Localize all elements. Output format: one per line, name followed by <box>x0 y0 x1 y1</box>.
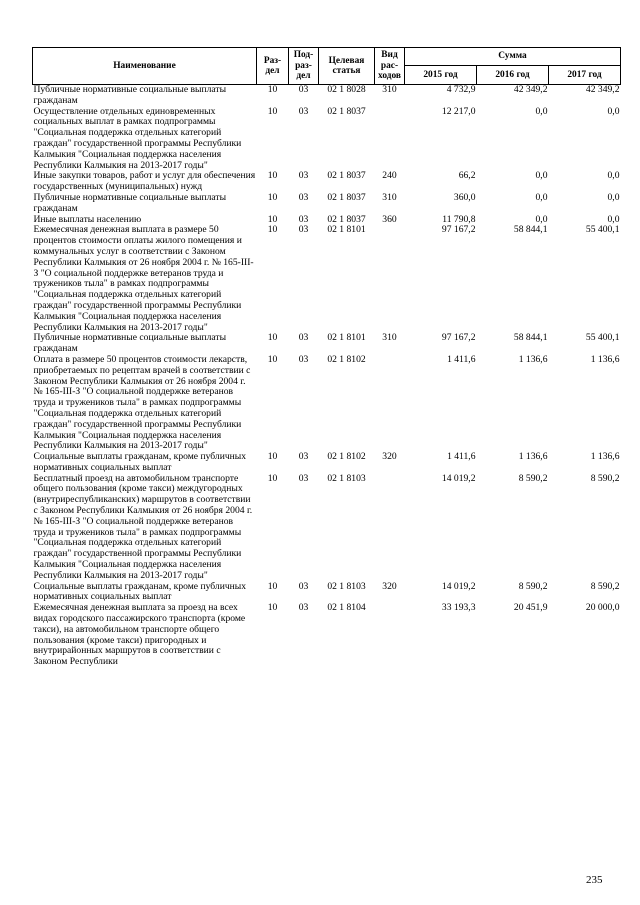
row-name: Оплата в размере 50 процентов стоимости лекарств, приобретаемых по рецептам врачей в соответствии с Законом Республики Калмыкия от 26 ноября 2004 г. № 165-III-З "О социальной поддержке ветеранов труда и тружеников тыла" в рамках подпрограммы "Социальная поддержка отдельных категорий граждан" государственной программы Республики Калмыкия "Социальная поддержка населения Республики Калмыкия на 2013-2017 годы" <box>33 353 251 452</box>
row-target: 02 1 8101 <box>327 224 366 236</box>
row-sum-2017: 0,0 <box>607 213 620 225</box>
row-expense-type <box>375 107 405 172</box>
header-expense-type: Вид рас- ходов <box>375 48 405 85</box>
budget-table <box>32 47 621 668</box>
row-subsection: 03 <box>298 170 309 182</box>
row-sum-2015: 12 217,0 <box>441 105 476 117</box>
row-section: 10 <box>267 472 278 484</box>
row-sum-2015: 33 193,3 <box>441 602 476 614</box>
row-expense-type: 310 <box>382 84 397 95</box>
row-target: 02 1 8102 <box>327 451 366 463</box>
row-subsection: 03 <box>298 332 309 344</box>
row-subsection: 03 <box>298 84 309 95</box>
row-name: Иные выплаты населению <box>33 213 142 225</box>
page-number: 235 <box>586 874 603 886</box>
budget-document <box>32 47 620 668</box>
header-sum: Сумма <box>405 48 621 66</box>
row-target: 02 1 8037 <box>327 191 366 203</box>
row-expense-type: 320 <box>382 580 397 592</box>
row-sum-2016: 42 349,2 <box>513 84 548 95</box>
row-subsection: 03 <box>298 105 309 117</box>
table-row <box>33 582 621 604</box>
table-row <box>33 474 621 582</box>
table-row <box>33 355 621 452</box>
row-sum-2016: 0,0 <box>535 213 548 225</box>
table-row <box>33 85 621 107</box>
row-sum-2016: 58 844,1 <box>513 332 548 344</box>
row-sum-2016: 8 590,2 <box>518 472 548 484</box>
row-expense-type <box>375 603 405 668</box>
row-sum-2016: 0,0 <box>535 191 548 203</box>
row-name: Социальные выплаты гражданам, кроме публичных нормативных социальных выплат <box>33 580 247 603</box>
row-section: 10 <box>267 170 278 182</box>
table-row <box>33 107 621 172</box>
row-target: 02 1 8102 <box>327 353 366 365</box>
table-row <box>33 193 621 215</box>
row-sum-2016: 1 136,6 <box>518 451 548 463</box>
header-year-2016: 2016 год <box>477 66 549 85</box>
row-name: Иные закупки товаров, работ и услуг для обеспечения государственных (муниципальных) нужд <box>33 170 256 193</box>
table-row <box>33 225 621 333</box>
row-sum-2017: 1 136,6 <box>590 451 620 463</box>
row-sum-2017: 55 400,1 <box>585 332 620 344</box>
table-row <box>33 333 621 355</box>
row-sum-2015: 1 411,6 <box>447 353 476 365</box>
header-target: Целевая статья <box>319 48 375 85</box>
row-section: 10 <box>267 332 278 344</box>
row-target: 02 1 8103 <box>327 580 366 592</box>
row-sum-2016: 58 844,1 <box>513 224 548 236</box>
row-sum-2015: 66,2 <box>458 170 476 182</box>
row-target: 02 1 8037 <box>327 170 366 182</box>
row-expense-type: 240 <box>382 170 397 182</box>
row-sum-2015: 1 411,6 <box>447 451 476 463</box>
header-year-2017: 2017 год <box>549 66 621 85</box>
row-sum-2015: 4 732,9 <box>446 84 476 95</box>
row-target: 02 1 8104 <box>327 602 366 614</box>
row-target: 02 1 8101 <box>327 332 366 344</box>
row-name: Публичные нормативные социальные выплаты гражданам <box>33 191 227 214</box>
row-section: 10 <box>267 84 278 95</box>
row-sum-2016: 0,0 <box>535 105 548 117</box>
row-sum-2016: 0,0 <box>535 170 548 182</box>
row-expense-type: 360 <box>382 213 397 225</box>
row-sum-2015: 97 167,2 <box>441 224 476 236</box>
row-sum-2017: 1 136,6 <box>590 353 620 365</box>
row-target: 02 1 8037 <box>327 105 366 117</box>
row-subsection: 03 <box>298 224 309 236</box>
row-section: 10 <box>267 224 278 236</box>
row-sum-2016: 20 451,9 <box>513 602 548 614</box>
row-name: Публичные нормативные социальные выплаты гражданам <box>33 84 227 106</box>
row-sum-2017: 42 349,2 <box>585 84 620 95</box>
row-section: 10 <box>267 580 278 592</box>
row-sum-2015: 360,0 <box>453 191 476 203</box>
row-sum-2015: 14 019,2 <box>441 472 476 484</box>
row-sum-2017: 0,0 <box>607 105 620 117</box>
row-name: Ежемесячная денежная выплата в размере 50 процентов стоимости оплаты жилого помещения и коммунальных услуг в соответствии с Законом Республики Калмыкия от 26 ноября 2004 г. № 165-III-З "О социальной поддержке ветеранов труда и тружеников тыла" в рамках подпрограммы "Социальная поддержка отдельных категорий граждан" государственной программы Республики Калмыкия "Социальная поддержка населения Республики Калмыкия на 2013-2017 годы" <box>33 224 254 333</box>
row-expense-type <box>375 355 405 452</box>
row-expense-type <box>375 225 405 333</box>
row-sum-2017: 20 000,0 <box>585 602 620 614</box>
table-row <box>33 452 621 474</box>
row-section: 10 <box>267 213 278 225</box>
row-subsection: 03 <box>298 580 309 592</box>
header-name: Наименование <box>33 48 257 85</box>
row-target: 02 1 8037 <box>327 213 366 225</box>
row-sum-2015: 97 167,2 <box>441 332 476 344</box>
table-header <box>33 48 621 85</box>
row-name: Социальные выплаты гражданам, кроме публичных нормативных социальных выплат <box>33 451 247 473</box>
row-sum-2017: 0,0 <box>607 170 620 182</box>
header-section: Раз- дел <box>257 48 289 85</box>
row-sum-2016: 1 136,6 <box>518 353 548 365</box>
table-row <box>33 171 621 193</box>
row-subsection: 03 <box>298 191 309 203</box>
header-year-2015: 2015 год <box>405 66 477 85</box>
row-subsection: 03 <box>298 602 309 614</box>
row-expense-type: 310 <box>382 191 397 203</box>
table-body <box>33 85 621 669</box>
row-sum-2017: 0,0 <box>607 191 620 203</box>
row-sum-2015: 14 019,2 <box>441 580 476 592</box>
row-name: Бесплатный проезд на автомобильном транспорте общего пользования (кроме такси) междугородных (внутриреспубликанских) маршрутов в соответствии с Законом Республики Калмыкия от 26 ноября 2004 г. № 165-III-З "О социальной поддержке ветеранов труда и тружеников тыла" в рамках подпрограммы "Социальная поддержка отдельных категорий граждан" государственной программы Республики Калмыкия "Социальная поддержка населения Республики Калмыкия на 2013-2017 годы" <box>33 472 253 581</box>
row-name: Публичные нормативные социальные выплаты гражданам <box>33 332 227 355</box>
row-target: 02 1 8028 <box>327 84 366 95</box>
row-name: Осуществление отдельных единовременных социальных выплат в рамках подпрограммы "Социальная поддержка отдельных категорий граждан" государственной программы Республики Калмыкия "Социальная поддержка населения Республики Калмыкия на 2013-2017 годы" <box>33 105 242 171</box>
row-sum-2017: 8 590,2 <box>590 472 620 484</box>
row-subsection: 03 <box>298 451 309 463</box>
row-expense-type: 310 <box>382 332 397 344</box>
row-target: 02 1 8103 <box>327 472 366 484</box>
row-section: 10 <box>267 105 278 117</box>
row-section: 10 <box>267 602 278 614</box>
row-sum-2017: 55 400,1 <box>585 224 620 236</box>
row-section: 10 <box>267 353 278 365</box>
row-sum-2017: 8 590,2 <box>590 580 620 592</box>
row-subsection: 03 <box>298 353 309 365</box>
header-subsection: Под- раз- дел <box>289 48 319 85</box>
row-sum-2015: 11 790,8 <box>442 213 476 225</box>
row-sum-2016: 8 590,2 <box>518 580 548 592</box>
row-subsection: 03 <box>298 472 309 484</box>
row-expense-type <box>375 474 405 582</box>
row-name: Ежемесячная денежная выплата за проезд на всех видах городского пассажирского транспорта (кроме такси), на автомобильном транспорте общего пользования (кроме такси) пригородных и внутрирайонных маршрутов в соответствии с Законом Республики <box>33 602 246 668</box>
row-subsection: 03 <box>298 213 309 225</box>
row-expense-type: 320 <box>382 451 397 463</box>
row-section: 10 <box>267 451 278 463</box>
table-row <box>33 603 621 668</box>
row-section: 10 <box>267 191 278 203</box>
